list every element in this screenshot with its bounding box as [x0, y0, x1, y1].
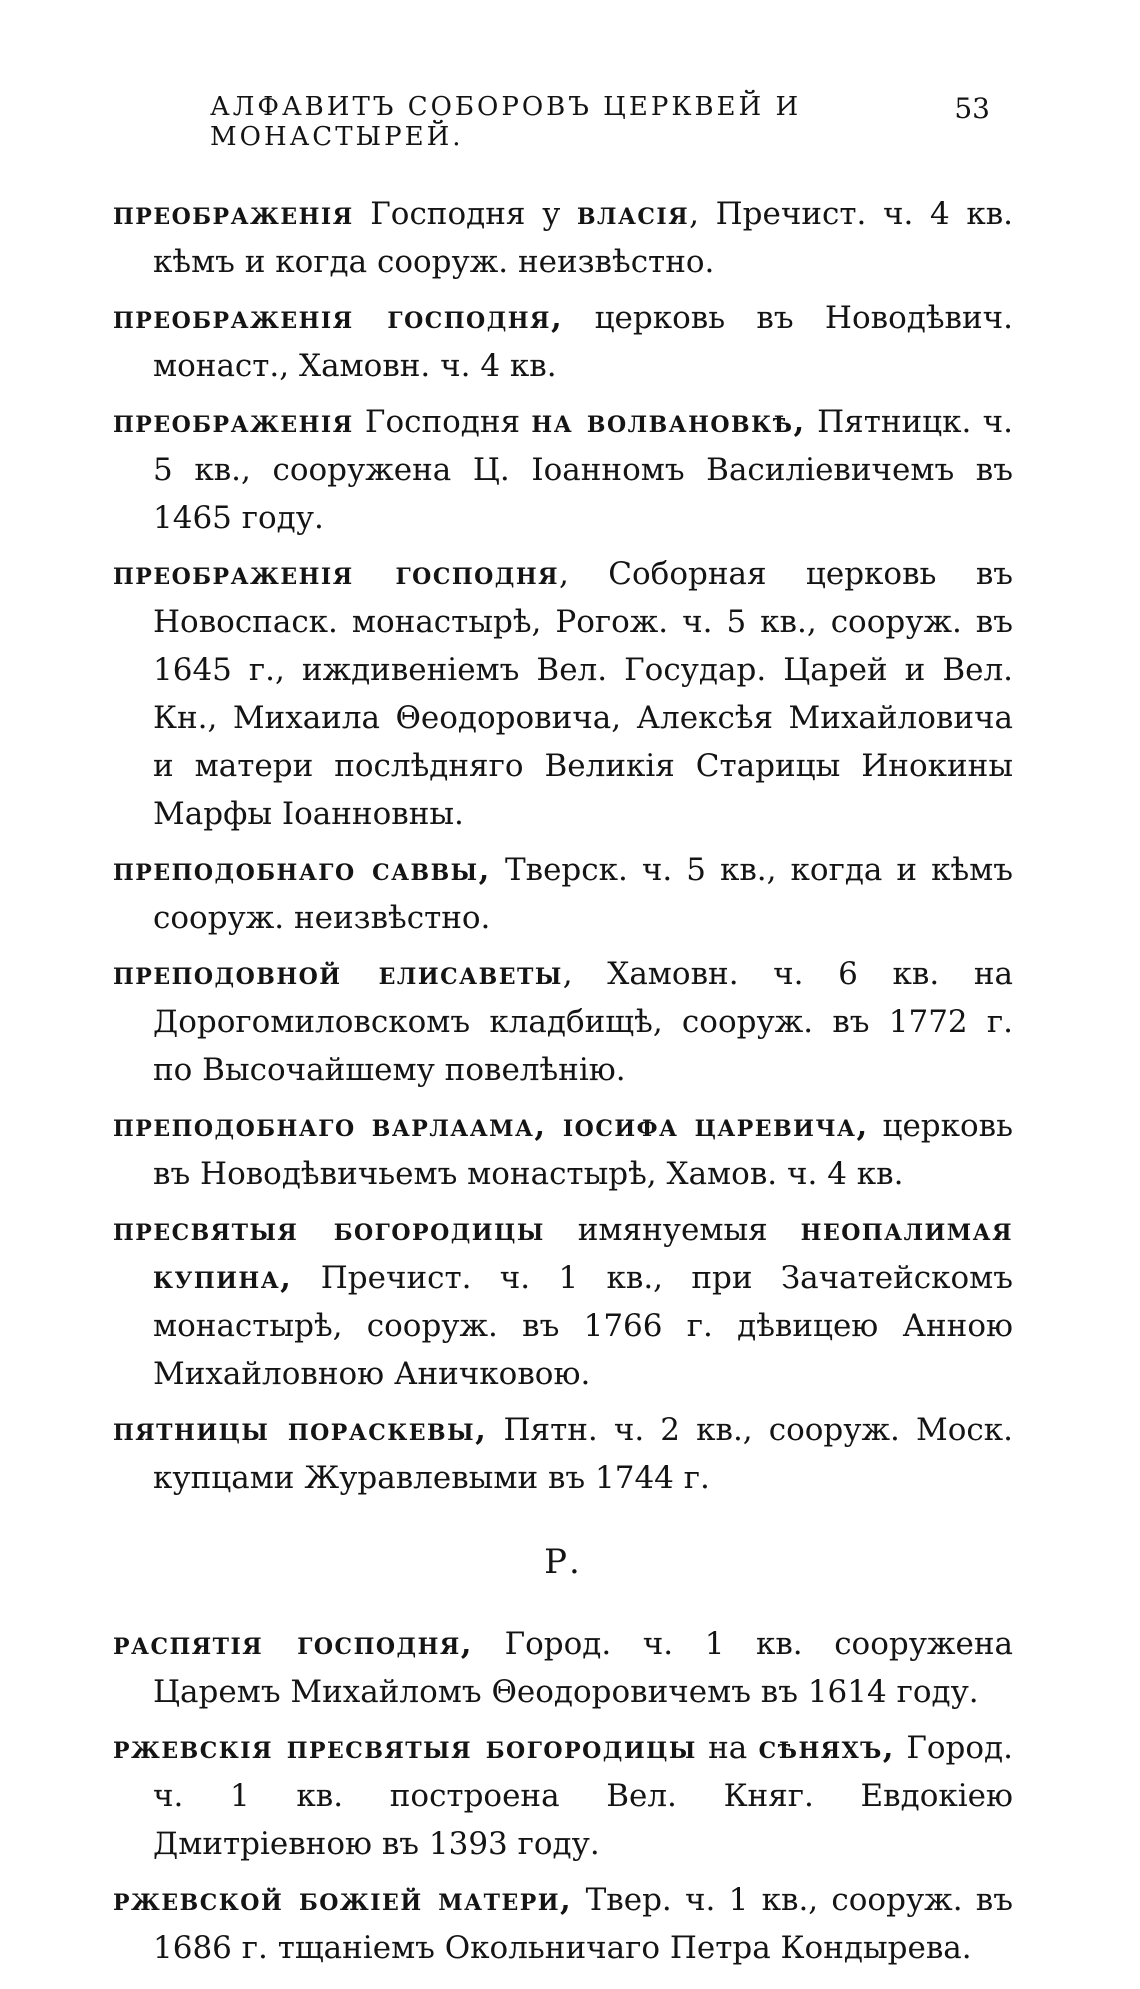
- running-title: АЛФАВИТЪ СОБОРОВЪ ЦЕРКВЕЙ И МОНАСТЫРЕЙ.: [210, 92, 802, 152]
- entry-text-rest: Пятницк. ч. 5 кв., сооружена Ц. Іоанномъ Василіевичемъ въ 1465 году.: [153, 404, 1013, 536]
- entry-heading: преподобнаго варлаама, іосифа царевича,: [113, 1108, 869, 1144]
- entry: [113, 1724, 1013, 1868]
- entry: [113, 1876, 1013, 1972]
- entry-heading: преподовной елисаветы: [113, 956, 563, 992]
- page-header: [210, 92, 990, 152]
- entry-text: , Соборная церковь въ Новоспаск. монастырѣ, Рогож. ч. 5 кв., сооруж. въ 1645 г., иждивеніемъ Вел. Государ. Царей и Вел. Кн., Михаила Θеодоровича, Алексѣя Михайловича и матери послѣдняго Великія Старицы Инокины Марфы Іоанновны.: [153, 556, 1013, 832]
- entry-text-rest: Город. ч. 1 кв. построена Вел. Княг. Евдокіею Дмитріевною въ 1393 году.: [153, 1730, 1013, 1862]
- entry: [113, 550, 1013, 838]
- entry-heading: преображенія господня,: [113, 300, 564, 336]
- entry-heading: ржевской божіей матери,: [113, 1882, 573, 1918]
- entry-text: имянуемыя: [544, 1212, 801, 1248]
- entry: [113, 950, 1013, 1094]
- entry: [113, 1620, 1013, 1716]
- entry: [113, 1102, 1013, 1198]
- entry-heading-secondary: на волвановкѣ,: [531, 404, 806, 440]
- entry-text-rest: Пречист. ч. 1 кв., при Зачатейскомъ монастырѣ, сооруж. въ 1766 г. дѣвицею Анною Михайловною Аничковою.: [153, 1260, 1013, 1392]
- entry-heading: преподобнаго саввы,: [113, 852, 491, 888]
- entry-text: Пятн. ч. 2 кв., сооруж. Моск. купцами Журавлевыми въ 1744 г.: [153, 1412, 1013, 1496]
- entry-text: церковь въ Новодѣвичьемъ монастырѣ, Хамов. ч. 4 кв.: [153, 1108, 1013, 1192]
- entry-heading: преображенія: [113, 196, 354, 232]
- entry: [113, 398, 1013, 542]
- entry-heading: пятницы пораскевы,: [113, 1412, 488, 1448]
- entry-text: Господня: [353, 404, 532, 440]
- entry-heading-secondary: сѣняхъ,: [758, 1730, 896, 1766]
- entry-heading: ржевскія пресвятыя богородицы: [113, 1730, 697, 1766]
- entry: [113, 1406, 1013, 1502]
- entry: [113, 294, 1013, 390]
- page-content: [113, 190, 1013, 1980]
- entry-heading: распятія господня,: [113, 1626, 474, 1662]
- entry-text: Твер. ч. 1 кв., сооруж. въ 1686 г. тщаніемъ Окольничаго Петра Кондырева.: [153, 1882, 1013, 1966]
- entry-text-rest: , Пречист. ч. 4 кв. кѣмъ и когда сооруж. неизвѣстно.: [153, 196, 1014, 280]
- page-number: 53: [954, 92, 990, 125]
- entry-heading: пресвятыя богородицы: [113, 1212, 545, 1248]
- entry: [113, 1206, 1013, 1398]
- entry-text: Господня у: [353, 196, 577, 232]
- entry-heading-secondary: неопалимая купина,: [153, 1212, 1013, 1296]
- entry-text: Тверск. ч. 5 кв., когда и кѣмъ сооруж. неизвѣстно.: [153, 852, 1013, 936]
- entry-heading-secondary: власія: [576, 196, 690, 232]
- entry-text: , Хамовн. ч. 6 кв. на Дорогомиловскомъ кладбищѣ, сооруж. въ 1772 г. по Высочайшему повелѣнію.: [153, 956, 1013, 1088]
- entry-text: на: [696, 1730, 759, 1766]
- entry-heading: преображенія: [113, 404, 354, 440]
- entry-text: церковь въ Новодѣвич. монаст., Хамовн. ч. 4 кв.: [153, 300, 1013, 384]
- section-letter: Р.: [544, 1542, 582, 1582]
- entry-heading: преображенія господня: [113, 556, 560, 592]
- entry: [113, 190, 1013, 286]
- entry-text: Город. ч. 1 кв. сооружена Царемъ Михайломъ Θеодоровичемъ въ 1614 году.: [153, 1626, 1013, 1710]
- entry: [113, 846, 1013, 942]
